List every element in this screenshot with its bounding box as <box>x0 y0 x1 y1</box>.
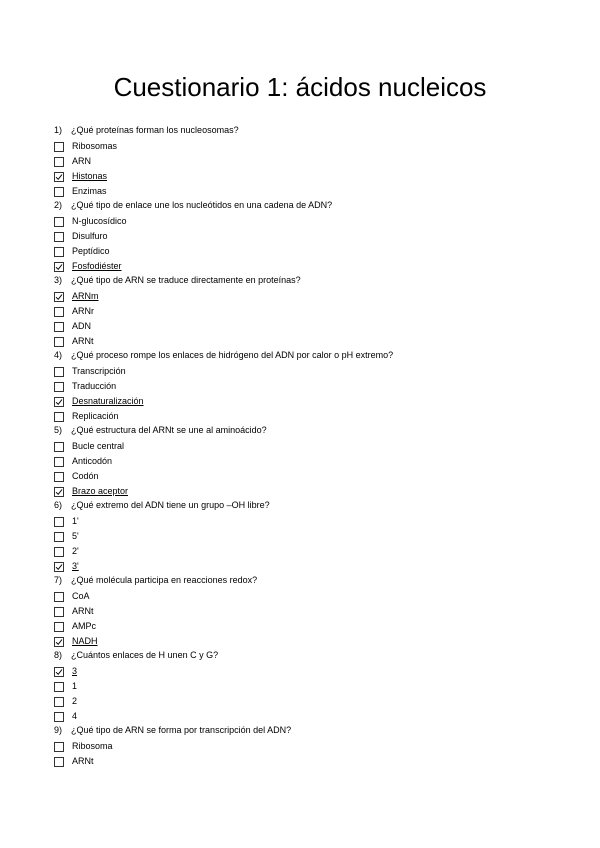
option-label: ARNt <box>72 756 94 766</box>
unchecked-checkbox[interactable] <box>54 442 64 452</box>
option-label: 4 <box>72 711 78 721</box>
question-text: ¿Qué tipo de ARN se traduce directamente en proteínas? <box>71 275 301 285</box>
question-5 <box>54 424 554 439</box>
option-row <box>54 469 554 484</box>
quiz-list <box>54 124 554 769</box>
option-row <box>54 604 554 619</box>
option-row <box>54 484 554 499</box>
checked-checkbox[interactable] <box>54 397 64 407</box>
option-label: ADN <box>72 321 92 331</box>
question-8 <box>54 649 554 664</box>
option-row <box>54 139 554 154</box>
option-label: Bucle central <box>72 441 125 451</box>
unchecked-checkbox[interactable] <box>54 607 64 617</box>
option-label: Traducción <box>72 381 117 391</box>
option-label: 1' <box>72 516 79 526</box>
option-row <box>54 439 554 454</box>
option-label: 2 <box>72 696 78 706</box>
option-label: Histonas <box>72 171 108 181</box>
unchecked-checkbox[interactable] <box>54 547 64 557</box>
unchecked-checkbox[interactable] <box>54 322 64 332</box>
question-2 <box>54 199 554 214</box>
option-row <box>54 154 554 169</box>
option-label: ARNr <box>72 306 94 316</box>
option-label: Replicación <box>72 411 119 421</box>
unchecked-checkbox[interactable] <box>54 697 64 707</box>
option-row <box>54 364 554 379</box>
question-7 <box>54 574 554 589</box>
option-row <box>54 244 554 259</box>
unchecked-checkbox[interactable] <box>54 517 64 527</box>
option-label: N-glucosídico <box>72 216 127 226</box>
question-number: 3) <box>54 275 63 285</box>
checked-checkbox[interactable] <box>54 637 64 647</box>
unchecked-checkbox[interactable] <box>54 742 64 752</box>
option-row <box>54 664 554 679</box>
option-row <box>54 529 554 544</box>
question-number: 9) <box>54 725 63 735</box>
unchecked-checkbox[interactable] <box>54 247 64 257</box>
unchecked-checkbox[interactable] <box>54 307 64 317</box>
option-label: Anticodón <box>72 456 113 466</box>
option-label: ARNt <box>72 336 94 346</box>
question-text: ¿Qué molécula participa en reacciones redox? <box>71 575 258 585</box>
option-label: 5' <box>72 531 79 541</box>
unchecked-checkbox[interactable] <box>54 472 64 482</box>
question-text: ¿Qué extremo del ADN tiene un grupo –OH libre? <box>71 500 270 510</box>
question-number: 8) <box>54 650 63 660</box>
checked-checkbox[interactable] <box>54 562 64 572</box>
question-number: 6) <box>54 500 63 510</box>
option-label: Transcripción <box>72 366 126 376</box>
option-row <box>54 334 554 349</box>
option-row <box>54 679 554 694</box>
option-label: Ribosoma <box>72 741 113 751</box>
unchecked-checkbox[interactable] <box>54 532 64 542</box>
question-number: 5) <box>54 425 63 435</box>
checked-checkbox[interactable] <box>54 172 64 182</box>
unchecked-checkbox[interactable] <box>54 217 64 227</box>
question-text: ¿Qué tipo de ARN se forma por transcripción del ADN? <box>71 725 292 735</box>
option-row <box>54 739 554 754</box>
option-row <box>54 754 554 769</box>
option-label: ARN <box>72 156 92 166</box>
option-label: AMPc <box>72 621 97 631</box>
question-4 <box>54 349 554 364</box>
checked-checkbox[interactable] <box>54 292 64 302</box>
option-row <box>54 619 554 634</box>
option-row <box>54 709 554 724</box>
question-number: 4) <box>54 350 63 360</box>
unchecked-checkbox[interactable] <box>54 457 64 467</box>
option-row <box>54 409 554 424</box>
option-label: Peptídico <box>72 246 110 256</box>
option-label: Disulfuro <box>72 231 108 241</box>
option-label: NADH <box>72 636 98 646</box>
question-6 <box>54 499 554 514</box>
option-row <box>54 634 554 649</box>
option-row <box>54 514 554 529</box>
option-row <box>54 304 554 319</box>
option-row <box>54 214 554 229</box>
unchecked-checkbox[interactable] <box>54 157 64 167</box>
unchecked-checkbox[interactable] <box>54 592 64 602</box>
option-row <box>54 229 554 244</box>
option-label: ARNm <box>72 291 99 301</box>
unchecked-checkbox[interactable] <box>54 142 64 152</box>
question-text: ¿Qué tipo de enlace une los nucleótidos en una cadena de ADN? <box>71 200 333 210</box>
option-label: Brazo aceptor <box>72 486 129 496</box>
option-row <box>54 394 554 409</box>
option-row <box>54 589 554 604</box>
checked-checkbox[interactable] <box>54 262 64 272</box>
unchecked-checkbox[interactable] <box>54 232 64 242</box>
question-text: ¿Qué estructura del ARNt se une al aminoácido? <box>71 425 267 435</box>
unchecked-checkbox[interactable] <box>54 412 64 422</box>
question-3 <box>54 274 554 289</box>
option-label: Fosfodiéster <box>72 261 122 271</box>
option-row <box>54 169 554 184</box>
question-number: 1) <box>54 125 63 135</box>
question-number: 7) <box>54 575 63 585</box>
option-row <box>54 559 554 574</box>
option-row <box>54 544 554 559</box>
question-text: ¿Qué proteínas forman los nucleosomas? <box>71 125 239 135</box>
option-row <box>54 319 554 334</box>
option-row <box>54 289 554 304</box>
unchecked-checkbox[interactable] <box>54 757 64 767</box>
option-label: 1 <box>72 681 78 691</box>
question-text: ¿Cuántos enlaces de H unen C y G? <box>71 650 219 660</box>
option-label: 3 <box>72 666 78 676</box>
option-row <box>54 379 554 394</box>
unchecked-checkbox[interactable] <box>54 622 64 632</box>
checked-checkbox[interactable] <box>54 487 64 497</box>
question-9 <box>54 724 554 739</box>
option-label: CoA <box>72 591 90 601</box>
option-row <box>54 454 554 469</box>
option-row <box>54 184 554 199</box>
option-label: Enzimas <box>72 186 107 196</box>
unchecked-checkbox[interactable] <box>54 337 64 347</box>
page-title: Cuestionario 1: ácidos nucleicos <box>113 72 487 102</box>
option-label: 2' <box>72 546 79 556</box>
unchecked-checkbox[interactable] <box>54 682 64 692</box>
unchecked-checkbox[interactable] <box>54 712 64 722</box>
unchecked-checkbox[interactable] <box>54 382 64 392</box>
option-label: Codón <box>72 471 99 481</box>
question-1 <box>54 124 554 139</box>
option-label: 3' <box>72 561 79 571</box>
unchecked-checkbox[interactable] <box>54 367 64 377</box>
checked-checkbox[interactable] <box>54 667 64 677</box>
option-row <box>54 259 554 274</box>
question-number: 2) <box>54 200 63 210</box>
option-label: ARNt <box>72 606 94 616</box>
option-label: Ribosomas <box>72 141 118 151</box>
option-label: Desnaturalización <box>72 396 144 406</box>
unchecked-checkbox[interactable] <box>54 187 64 197</box>
question-text: ¿Qué proceso rompe los enlaces de hidrógeno del ADN por calor o pH extremo? <box>71 350 394 360</box>
option-row <box>54 694 554 709</box>
